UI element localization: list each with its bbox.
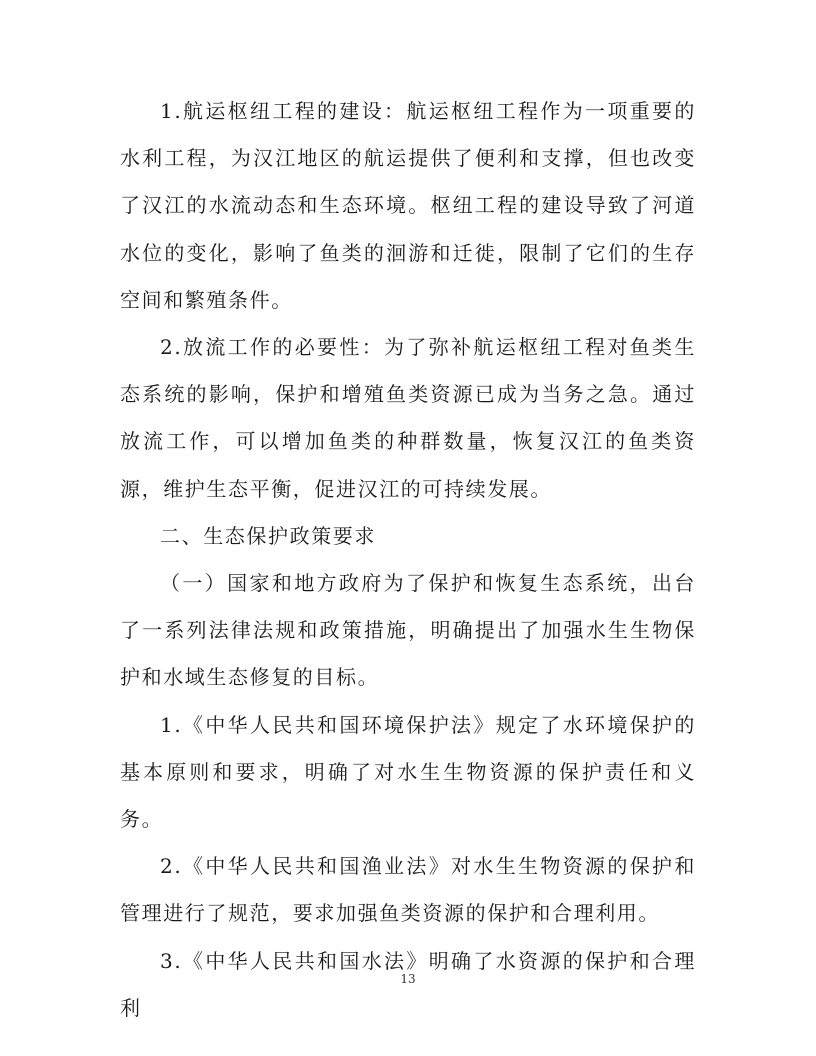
paragraph-shipping-hub: 1.航运枢纽工程的建设：航运枢纽工程作为一项重要的水利工程，为汉江地区的航运提供了便利和支撑，但也改变了汉江的水流动态和生态环境。枢纽工程的建设导致了河道水位的变化，影响了鱼类的洄游和迁徙，限制了它们的生存空间和繁殖条件。 bbox=[120, 99, 696, 312]
page-number: 13 bbox=[400, 972, 416, 986]
paragraph-water-law: 3.《中华人民共和国水法》明确了水资源的保护和合理利 bbox=[120, 948, 696, 1020]
document-body bbox=[120, 88, 696, 1032]
section-heading-eco-policy: 二、生态保护政策要求 bbox=[160, 523, 376, 548]
paragraph-government-policy: （一）国家和地方政府为了保护和恢复生态系统，出台了一系列法律法规和政策措施，明确提出了加强水生生物保护和水域生态修复的目标。 bbox=[120, 571, 696, 690]
paragraph-release-necessity: 2.放流工作的必要性：为了弥补航运枢纽工程对鱼类生态系统的影响，保护和增殖鱼类资源已成为当务之急。通过放流工作，可以增加鱼类的种群数量，恢复汉江的鱼类资源，维护生态平衡，促进汉江的可持续发展。 bbox=[120, 335, 696, 501]
paragraph-environmental-protection-law: 1.《中华人民共和国环境保护法》规定了水环境保护的基本原则和要求，明确了对水生生物资源的保护责任和义务。 bbox=[120, 712, 696, 832]
paragraph-fisheries-law: 2.《中华人民共和国渔业法》对水生生物资源的保护和管理进行了规范，要求加强鱼类资源的保护和合理利用。 bbox=[120, 854, 696, 926]
